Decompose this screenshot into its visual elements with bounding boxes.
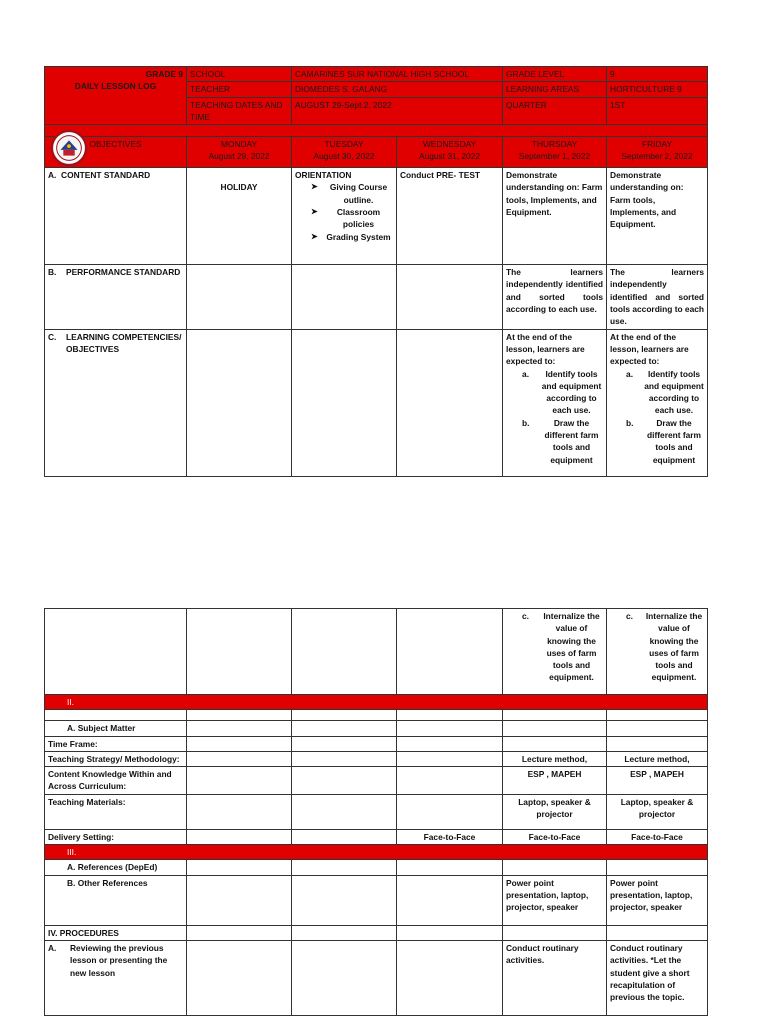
monday-header: MONDAY August 29, 2022 [187,137,292,168]
performance-standard-label: B. PERFORMANCE STANDARD [45,265,187,329]
content-standard-thursday: Demonstrate understanding on: Farm tools, Implements, and Equipment. [503,168,607,265]
content-knowledge-label: Content Knowledge Within and Across Curriculum: [45,767,187,795]
grade-level-value: 9 [607,67,708,82]
procedures-header: IV. PROCEDURES [45,925,187,940]
other-references-thursday: Power point presentation, laptop, projector, speaker [503,875,607,925]
content-standard-wednesday: Conduct PRE- TEST [397,168,503,265]
competencies-list [610,610,704,684]
reviewing-thursday: Conduct routinary activities. [503,940,607,1015]
performance-standard-thursday: The learners independently identified and sorted tools according to each use. [503,265,607,329]
content-knowledge-thursday: ESP , MAPEH [503,767,607,795]
header-title-cell [45,67,187,125]
content-standard-tuesday: ORIENTATION ➤ Giving Course outline. ➤ Classroom policies ➤ Grading System [292,168,397,265]
competency-item: Internalize the value of knowing the uses of farm tools and equipment. [543,611,600,683]
orientation-item: ➤ Grading System [311,231,393,243]
orientation-item: ➤ Giving Course outline. [311,181,393,206]
competencies-list [506,368,603,466]
dll-procedures-table [44,608,708,1016]
orientation-item: ➤ Classroom policies [311,206,393,231]
strategy-label: Teaching Strategy/ Methodology: [45,751,187,766]
empty-cell [187,265,292,329]
empty-cell [397,609,503,695]
content-knowledge-friday: ESP , MAPEH [607,767,708,795]
log-title: DAILY LESSON LOG [74,81,157,92]
strategy-thursday: Lecture method, [503,751,607,766]
performance-standard-friday: The learners independently identified and sorted tools according to each use. [607,265,708,329]
learning-areas-label: LEARNING AREAS [503,82,607,97]
teacher-value: DIOMEDES S. GALANG [292,82,503,97]
delivery-label: Delivery Setting: [45,829,187,844]
wednesday-header: WEDNESDAY August 31, 2022 [397,137,503,168]
time-frame-label: Time Frame: [45,736,187,751]
empty-cell [45,609,187,695]
delivery-friday: Face-to-Face [607,829,708,844]
empty-cell [397,329,503,476]
competency-item: Internalize the value of knowing the uses of farm tools and equipment. [645,611,703,683]
empty-cell [45,710,187,721]
competencies-list [610,368,704,466]
empty-cell [187,329,292,476]
school-value: CAMARINES SUR NATIONAL HIGH SCHOOL [292,67,503,82]
materials-thursday: Laptop, speaker & projector [503,794,607,829]
empty-cell [292,265,397,329]
empty-cell [187,609,292,695]
competencies-label: C. LEARNING COMPETENCIES/ OBJECTIVES [45,329,187,476]
references-label: A. References (DepEd) [45,860,187,875]
school-label: SCHOOL [187,67,292,82]
dll-header-table [44,66,708,477]
thursday-header: THURSDAY September 1, 2022 [503,137,607,168]
grade-label: GRADE 9 [145,69,183,79]
reviewing-label: A. Reviewing the previous lesson or presenting the new lesson [45,940,187,1015]
competency-item: Draw the different farm tools and equipment [544,417,599,465]
content-standard-label: A. CONTENT STANDARD [45,168,187,265]
teacher-label: TEACHER [187,82,292,97]
quarter-value: 1ST [607,97,708,125]
subject-matter-label: A. Subject Matter [45,721,187,736]
materials-friday: Laptop, speaker & projector [607,794,708,829]
empty-cell [292,609,397,695]
empty-cell [292,329,397,476]
section-3-header: III. [45,845,708,860]
content-standard-monday: HOLIDAY [187,168,292,265]
dates-label: TEACHING DATES AND TIME [187,97,292,125]
competency-item: Draw the different farm tools and equipment [647,417,701,465]
other-references-label: B. Other References [45,875,187,925]
delivery-wednesday: Face-to-Face [397,829,503,844]
tuesday-header: TUESDAY August 30, 2022 [292,137,397,168]
empty-cell [397,265,503,329]
grade-level-label: GRADE LEVEL [503,67,607,82]
competency-c-thursday [503,609,607,695]
delivery-thursday: Face-to-Face [503,829,607,844]
competency-item: Identify tools and equipment according to each use. [644,368,704,416]
content-standard-friday: Demonstrate understanding on: Farm tools, Implements, and Equipment. [607,168,708,265]
competencies-thursday: At the end of the lesson, learners are expected to: Identify tools and equipment according to each use. Draw the different farm tools and equipment [503,329,607,476]
spacer-row [45,125,708,137]
other-references-friday: Power point presentation, laptop, projector, speaker [607,875,708,925]
quarter-label: QUARTER [503,97,607,125]
friday-header: FRIDAY September 2, 2022 [607,137,708,168]
competency-item: Identify tools and equipment according to each use. [541,368,602,416]
objectives-header: OBJECTIVES [45,137,187,168]
deped-seal-icon [50,129,88,167]
learning-areas-value: HORTICULTURE 9 [607,82,708,97]
competencies-list [506,610,603,684]
section-2-header: II. [45,695,708,710]
strategy-friday: Lecture method, [607,751,708,766]
orientation-list [295,181,393,242]
reviewing-friday: Conduct routinary activities. *Let the student give a short recapitulation of previous the topic. [607,940,708,1015]
materials-label: Teaching Materials: [45,794,187,829]
competency-c-friday [607,609,708,695]
competencies-friday: At the end of the lesson, learners are expected to: Identify tools and equipment according to each use. Draw the different farm tools and equipment [607,329,708,476]
dates-value: AUGUST 29-Sept.2, 2022 [292,97,503,125]
